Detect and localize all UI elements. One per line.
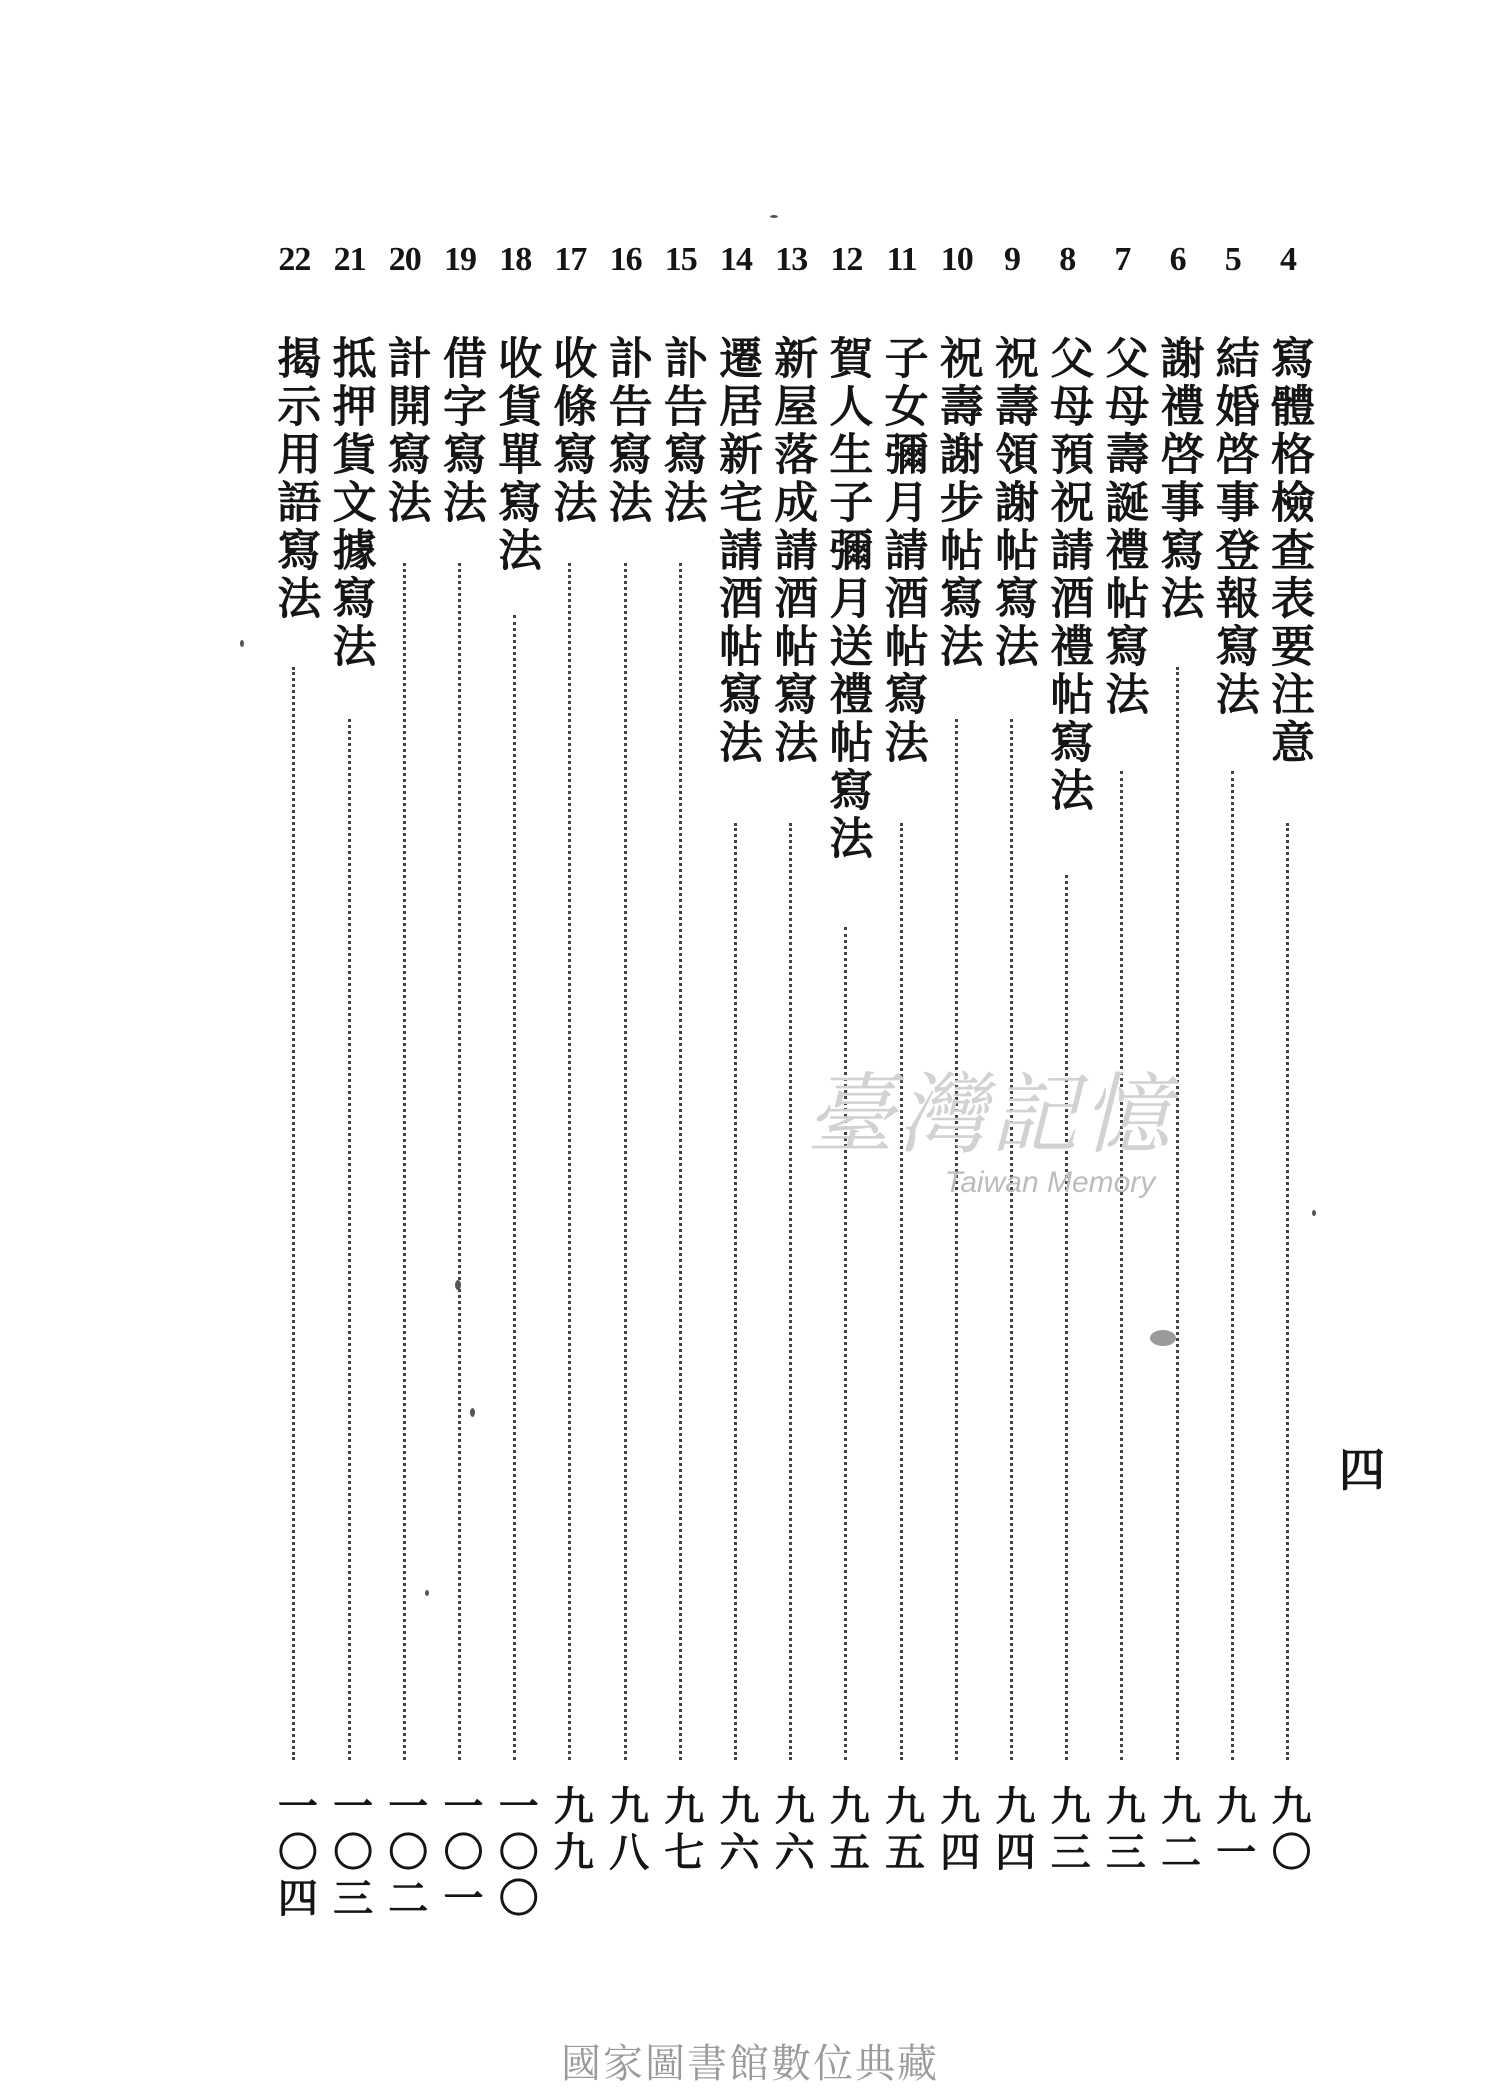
toc-entry — [765, 240, 817, 1880]
toc-entry — [324, 240, 376, 1923]
toc-dot-leader — [624, 563, 627, 1760]
toc-entry — [434, 240, 486, 1923]
toc-entry-page: 九五 — [878, 1785, 926, 1877]
toc-dot-leader — [844, 927, 847, 1760]
toc-entry-number: 12 — [830, 241, 863, 278]
toc-entry-title: 父母預祝請酒禮帖寫法 — [1042, 335, 1094, 815]
toc-entry-title: 抵押貨文據寫法 — [324, 335, 376, 671]
toc-dot-leader — [789, 823, 792, 1760]
toc-entry-number: 13 — [775, 241, 808, 278]
toc-entry-number: 11 — [886, 241, 917, 278]
footer-credit: 國家圖書館數位典藏 — [561, 2041, 939, 2087]
toc-dot-leader — [1010, 719, 1013, 1760]
toc-entry-page: 一〇四 — [271, 1785, 319, 1923]
toc-entry-page: 一〇〇 — [492, 1785, 540, 1923]
toc-entry-number: 18 — [499, 241, 532, 278]
toc-dot-leader — [292, 667, 295, 1760]
scan-speck — [1150, 1330, 1176, 1346]
scan-speck — [470, 1408, 475, 1417]
toc-entry-title: 祝壽謝步帖寫法 — [931, 335, 983, 671]
toc-entry-page: 九〇 — [1265, 1785, 1312, 1877]
toc-dot-leader — [1286, 823, 1289, 1760]
toc-entry-number: 10 — [940, 241, 973, 278]
toc-entry — [1041, 240, 1093, 1880]
toc-entry-page: 九三 — [1099, 1785, 1147, 1877]
toc-dot-leader — [955, 719, 958, 1760]
toc-entry-page: 九一 — [1209, 1785, 1257, 1877]
scan-speck — [1312, 1210, 1316, 1216]
toc-entry-page: 九四 — [933, 1785, 981, 1877]
toc-dot-leader — [679, 563, 682, 1760]
toc-dot-leader — [403, 563, 406, 1760]
toc-entry-title: 收條寫法 — [545, 335, 597, 527]
toc-entry-title: 賀人生子彌月送禮帖寫法 — [821, 335, 873, 863]
toc-entry-number: 16 — [609, 241, 642, 278]
toc-entry — [1152, 240, 1204, 1880]
toc-entry-title: 子女彌月請酒帖寫法 — [876, 335, 928, 767]
toc-entry-title: 收貨單寫法 — [490, 335, 542, 575]
scan-speck — [770, 215, 778, 218]
toc-entry-title: 祝壽領謝帖寫法 — [987, 335, 1038, 671]
toc-entry — [379, 240, 431, 1923]
toc-entry-title: 寫體格檢查表要注意 — [1263, 335, 1314, 767]
toc-dot-leader — [1231, 771, 1234, 1760]
toc-entry-page: 九四 — [989, 1785, 1036, 1877]
watermark-text-en: Taiwan Memory — [944, 1166, 1156, 1199]
toc-entry — [710, 240, 762, 1880]
toc-entry — [986, 240, 1038, 1880]
toc-entry-title: 謝禮啓事寫法 — [1152, 335, 1204, 623]
toc-dot-leader — [1065, 875, 1068, 1760]
toc-entry — [544, 240, 596, 1880]
toc-entry-title: 訃告寫法 — [600, 335, 652, 527]
toc-dot-leader — [513, 615, 516, 1760]
toc-entry-number: 5 — [1224, 241, 1241, 278]
toc-entry-page: 九二 — [1154, 1785, 1202, 1877]
toc-entry-page: 九七 — [657, 1785, 705, 1877]
toc-entry-title: 結婚啓事登報寫法 — [1207, 335, 1259, 719]
scan-speck — [425, 1590, 429, 1596]
toc-entry-title: 父母壽誕禮帖寫法 — [1097, 335, 1149, 719]
toc-dot-leader — [900, 823, 903, 1760]
toc-entry-page: 九九 — [547, 1785, 595, 1877]
scan-speck — [455, 1280, 461, 1290]
toc-entry-page: 九五 — [823, 1785, 871, 1877]
toc-entry — [1262, 240, 1314, 1880]
toc-entry-title: 新屋落成請酒帖寫法 — [766, 335, 818, 767]
toc-entry-number: 19 — [444, 241, 476, 278]
toc-entry-page: 九六 — [713, 1785, 760, 1877]
toc-entry-page: 一〇二 — [381, 1785, 429, 1923]
watermark-text-cn: 臺灣記憶 — [805, 1063, 1174, 1166]
toc-entry-page: 一〇一 — [437, 1785, 484, 1923]
toc-entry-page: 九六 — [768, 1785, 816, 1877]
toc-entry — [931, 240, 983, 1880]
toc-entry — [489, 240, 542, 1923]
section-marker: 四 — [1339, 1443, 1385, 1497]
toc-entry — [655, 240, 707, 1880]
toc-entry-page: 九八 — [602, 1785, 650, 1877]
toc-dot-leader — [1120, 771, 1123, 1760]
toc-entry-page: 九三 — [1044, 1785, 1092, 1877]
toc-entry-number: 14 — [720, 241, 752, 278]
toc-entry-number: 8 — [1059, 241, 1076, 278]
toc-entry-number: 4 — [1280, 241, 1296, 278]
toc-entry-number: 20 — [388, 241, 421, 278]
toc-dot-leader — [458, 563, 461, 1760]
scan-speck — [240, 640, 244, 647]
toc-entry-title: 計開寫法 — [379, 335, 431, 527]
toc-entry-title: 遷居新宅請酒帖寫法 — [711, 335, 762, 767]
toc-entry — [1096, 240, 1148, 1880]
toc-entry — [600, 240, 652, 1880]
toc-dot-leader — [348, 719, 351, 1760]
toc-entry-number: 17 — [554, 241, 587, 278]
toc-entry — [268, 240, 321, 1923]
toc-entry — [820, 240, 872, 1880]
toc-entry-number: 6 — [1169, 241, 1186, 278]
toc-entry-number: 7 — [1114, 241, 1131, 278]
toc-dot-leader — [1176, 667, 1179, 1760]
toc-entry-title: 借字寫法 — [435, 335, 486, 527]
toc-entry — [1207, 240, 1259, 1880]
toc-entry-title: 訃告寫法 — [655, 335, 707, 527]
toc-entry-number: 15 — [664, 241, 697, 278]
toc-entry-number: 22 — [278, 241, 311, 278]
toc-entry-title: 揭示用語寫法 — [269, 335, 321, 623]
toc-dot-leader — [568, 563, 571, 1760]
toc-entry-number: 9 — [1004, 241, 1020, 278]
toc-entry — [876, 240, 928, 1880]
toc-entry-page: 一〇三 — [326, 1785, 374, 1923]
toc-entry-number: 21 — [333, 241, 366, 278]
toc-dot-leader — [734, 823, 737, 1760]
